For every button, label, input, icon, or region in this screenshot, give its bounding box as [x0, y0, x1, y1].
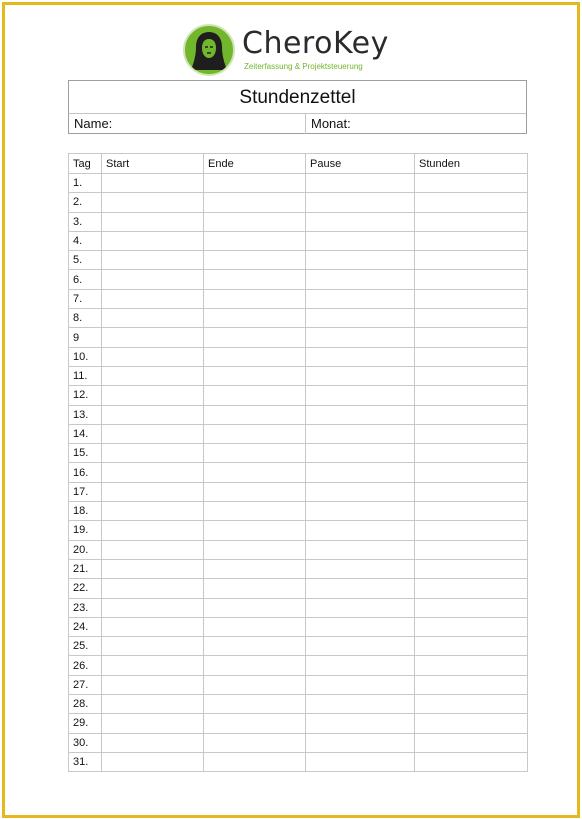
- day-cell: 21.: [69, 559, 102, 578]
- start-cell[interactable]: [102, 733, 204, 752]
- ende-cell[interactable]: [204, 366, 306, 385]
- stunden-cell[interactable]: [415, 289, 528, 308]
- pause-cell[interactable]: [306, 579, 415, 598]
- ende-cell[interactable]: [204, 251, 306, 270]
- ende-cell[interactable]: [204, 637, 306, 656]
- table-row: [69, 424, 528, 443]
- day-cell: 12.: [69, 386, 102, 405]
- table-row: [69, 463, 528, 482]
- month-field-label: Monat:: [311, 116, 351, 131]
- header-divider-line: [69, 113, 526, 114]
- day-cell: 5.: [69, 251, 102, 270]
- ende-cell[interactable]: [204, 598, 306, 617]
- start-cell[interactable]: [102, 675, 204, 694]
- start-cell[interactable]: [102, 752, 204, 771]
- ende-cell[interactable]: [204, 193, 306, 212]
- start-cell[interactable]: [102, 366, 204, 385]
- table-row: [69, 289, 528, 308]
- day-cell: 15.: [69, 444, 102, 463]
- ende-cell[interactable]: [204, 405, 306, 424]
- stunden-cell[interactable]: [415, 521, 528, 540]
- ende-cell[interactable]: [204, 444, 306, 463]
- stunden-cell[interactable]: [415, 714, 528, 733]
- day-cell: 29.: [69, 714, 102, 733]
- ende-cell[interactable]: [204, 309, 306, 328]
- stunden-cell[interactable]: [415, 405, 528, 424]
- ende-cell[interactable]: [204, 386, 306, 405]
- column-header-stunden: Stunden: [415, 154, 528, 174]
- table-row: [69, 521, 528, 540]
- ende-cell[interactable]: [204, 579, 306, 598]
- day-cell: 16.: [69, 463, 102, 482]
- pause-cell[interactable]: [306, 347, 415, 366]
- stunden-cell[interactable]: [415, 270, 528, 289]
- table-row: [69, 695, 528, 714]
- pause-cell[interactable]: [306, 463, 415, 482]
- start-cell[interactable]: [102, 656, 204, 675]
- table-header-row: [69, 154, 528, 174]
- start-cell[interactable]: [102, 251, 204, 270]
- table-row: [69, 579, 528, 598]
- native-chief-portrait-icon: [183, 24, 235, 76]
- day-cell: 1.: [69, 174, 102, 193]
- day-cell: 31.: [69, 752, 102, 771]
- pause-cell[interactable]: [306, 328, 415, 347]
- pause-cell[interactable]: [306, 231, 415, 250]
- day-cell: 17.: [69, 482, 102, 501]
- table-row: [69, 270, 528, 289]
- brand-name: CheroKey: [242, 26, 389, 61]
- stunden-cell[interactable]: [415, 695, 528, 714]
- pause-cell[interactable]: [306, 559, 415, 578]
- table-row: [69, 309, 528, 328]
- ende-cell[interactable]: [204, 540, 306, 559]
- pause-cell[interactable]: [306, 193, 415, 212]
- stunden-cell[interactable]: [415, 386, 528, 405]
- stunden-cell[interactable]: [415, 366, 528, 385]
- header-column-divider: [305, 113, 306, 134]
- pause-cell[interactable]: [306, 386, 415, 405]
- ende-cell[interactable]: [204, 733, 306, 752]
- start-cell[interactable]: [102, 231, 204, 250]
- day-cell: 9: [69, 328, 102, 347]
- start-cell[interactable]: [102, 714, 204, 733]
- start-cell[interactable]: [102, 193, 204, 212]
- day-cell: 10.: [69, 347, 102, 366]
- start-cell[interactable]: [102, 289, 204, 308]
- column-header-start: Start: [102, 154, 204, 174]
- start-cell[interactable]: [102, 386, 204, 405]
- day-cell: 19.: [69, 521, 102, 540]
- ende-cell[interactable]: [204, 656, 306, 675]
- pause-cell[interactable]: [306, 752, 415, 771]
- stunden-cell[interactable]: [415, 328, 528, 347]
- start-cell[interactable]: [102, 328, 204, 347]
- day-cell: 7.: [69, 289, 102, 308]
- pause-cell[interactable]: [306, 675, 415, 694]
- day-cell: 30.: [69, 733, 102, 752]
- pause-cell[interactable]: [306, 617, 415, 636]
- ende-cell[interactable]: [204, 174, 306, 193]
- timesheet-header: [68, 80, 527, 134]
- stunden-cell[interactable]: [415, 733, 528, 752]
- day-cell: 8.: [69, 309, 102, 328]
- table-row: [69, 598, 528, 617]
- table-row: [69, 482, 528, 501]
- table-row: [69, 405, 528, 424]
- pause-cell[interactable]: [306, 695, 415, 714]
- start-cell[interactable]: [102, 444, 204, 463]
- table-row: [69, 212, 528, 231]
- start-cell[interactable]: [102, 598, 204, 617]
- pause-cell[interactable]: [306, 444, 415, 463]
- table-row: [69, 675, 528, 694]
- day-cell: 14.: [69, 424, 102, 443]
- day-cell: 20.: [69, 540, 102, 559]
- stunden-cell[interactable]: [415, 444, 528, 463]
- start-cell[interactable]: [102, 521, 204, 540]
- start-cell[interactable]: [102, 174, 204, 193]
- day-cell: 11.: [69, 366, 102, 385]
- ende-cell[interactable]: [204, 482, 306, 501]
- ende-cell[interactable]: [204, 714, 306, 733]
- start-cell[interactable]: [102, 270, 204, 289]
- table-row: [69, 540, 528, 559]
- pause-cell[interactable]: [306, 270, 415, 289]
- stunden-cell[interactable]: [415, 752, 528, 771]
- pause-cell[interactable]: [306, 212, 415, 231]
- name-field-label: Name:: [74, 116, 113, 131]
- pause-cell[interactable]: [306, 540, 415, 559]
- pause-cell[interactable]: [306, 309, 415, 328]
- start-cell[interactable]: [102, 540, 204, 559]
- table-row: [69, 656, 528, 675]
- start-cell[interactable]: [102, 309, 204, 328]
- day-cell: 25.: [69, 637, 102, 656]
- day-cell: 2.: [69, 193, 102, 212]
- pause-cell[interactable]: [306, 733, 415, 752]
- ende-cell[interactable]: [204, 695, 306, 714]
- pause-cell[interactable]: [306, 521, 415, 540]
- start-cell[interactable]: [102, 637, 204, 656]
- stunden-cell[interactable]: [415, 482, 528, 501]
- start-cell[interactable]: [102, 424, 204, 443]
- stunden-cell[interactable]: [415, 212, 528, 231]
- ende-cell[interactable]: [204, 675, 306, 694]
- page-title: Stundenzettel: [239, 87, 356, 108]
- stunden-cell[interactable]: [415, 463, 528, 482]
- stunden-cell[interactable]: [415, 540, 528, 559]
- start-cell[interactable]: [102, 579, 204, 598]
- ende-cell[interactable]: [204, 347, 306, 366]
- table-row: [69, 559, 528, 578]
- pause-cell[interactable]: [306, 251, 415, 270]
- table-row: [69, 328, 528, 347]
- day-cell: 26.: [69, 656, 102, 675]
- table-row: [69, 193, 528, 212]
- day-cell: 22.: [69, 579, 102, 598]
- start-cell[interactable]: [102, 347, 204, 366]
- start-cell[interactable]: [102, 617, 204, 636]
- ende-cell[interactable]: [204, 328, 306, 347]
- pause-cell[interactable]: [306, 424, 415, 443]
- stunden-cell[interactable]: [415, 675, 528, 694]
- ende-cell[interactable]: [204, 424, 306, 443]
- pause-cell[interactable]: [306, 598, 415, 617]
- table-row: [69, 347, 528, 366]
- ende-cell[interactable]: [204, 617, 306, 636]
- ende-cell[interactable]: [204, 231, 306, 250]
- pause-cell[interactable]: [306, 502, 415, 521]
- table-row: [69, 174, 528, 193]
- table-row: [69, 386, 528, 405]
- timesheet-table: [68, 153, 528, 772]
- stunden-cell[interactable]: [415, 251, 528, 270]
- start-cell[interactable]: [102, 502, 204, 521]
- pause-cell[interactable]: [306, 405, 415, 424]
- day-cell: 6.: [69, 270, 102, 289]
- stunden-cell[interactable]: [415, 598, 528, 617]
- table-row: [69, 502, 528, 521]
- stunden-cell[interactable]: [415, 231, 528, 250]
- table-row: [69, 231, 528, 250]
- stunden-cell[interactable]: [415, 559, 528, 578]
- stunden-cell[interactable]: [415, 656, 528, 675]
- table-row: [69, 752, 528, 771]
- table-row: [69, 714, 528, 733]
- day-cell: 3.: [69, 212, 102, 231]
- stunden-cell[interactable]: [415, 193, 528, 212]
- start-cell[interactable]: [102, 482, 204, 501]
- table-row: [69, 733, 528, 752]
- ende-cell[interactable]: [204, 502, 306, 521]
- ende-cell[interactable]: [204, 752, 306, 771]
- table-row: [69, 637, 528, 656]
- table-body: [69, 174, 528, 772]
- stunden-cell[interactable]: [415, 347, 528, 366]
- pause-cell[interactable]: [306, 656, 415, 675]
- pause-cell[interactable]: [306, 366, 415, 385]
- company-logo: [183, 24, 393, 78]
- table-row: [69, 366, 528, 385]
- start-cell[interactable]: [102, 405, 204, 424]
- column-header-tag: Tag: [69, 154, 102, 174]
- day-cell: 4.: [69, 231, 102, 250]
- day-cell: 27.: [69, 675, 102, 694]
- brand-tagline: Zeiterfassung & Projektsteuerung: [244, 62, 363, 71]
- ende-cell[interactable]: [204, 559, 306, 578]
- stunden-cell[interactable]: [415, 502, 528, 521]
- day-cell: 24.: [69, 617, 102, 636]
- pause-cell[interactable]: [306, 714, 415, 733]
- start-cell[interactable]: [102, 463, 204, 482]
- stunden-cell[interactable]: [415, 617, 528, 636]
- ende-cell[interactable]: [204, 521, 306, 540]
- day-cell: 18.: [69, 502, 102, 521]
- pause-cell[interactable]: [306, 482, 415, 501]
- ende-cell[interactable]: [204, 212, 306, 231]
- ende-cell[interactable]: [204, 289, 306, 308]
- pause-cell[interactable]: [306, 289, 415, 308]
- ende-cell[interactable]: [204, 270, 306, 289]
- table-row: [69, 617, 528, 636]
- ende-cell[interactable]: [204, 463, 306, 482]
- stunden-cell[interactable]: [415, 579, 528, 598]
- start-cell[interactable]: [102, 695, 204, 714]
- column-header-pause: Pause: [306, 154, 415, 174]
- start-cell[interactable]: [102, 559, 204, 578]
- stunden-cell[interactable]: [415, 424, 528, 443]
- stunden-cell[interactable]: [415, 637, 528, 656]
- day-cell: 13.: [69, 405, 102, 424]
- day-cell: 23.: [69, 598, 102, 617]
- column-header-ende: Ende: [204, 154, 306, 174]
- pause-cell[interactable]: [306, 637, 415, 656]
- table-row: [69, 251, 528, 270]
- stunden-cell[interactable]: [415, 309, 528, 328]
- stunden-cell[interactable]: [415, 174, 528, 193]
- start-cell[interactable]: [102, 212, 204, 231]
- table-row: [69, 444, 528, 463]
- pause-cell[interactable]: [306, 174, 415, 193]
- day-cell: 28.: [69, 695, 102, 714]
